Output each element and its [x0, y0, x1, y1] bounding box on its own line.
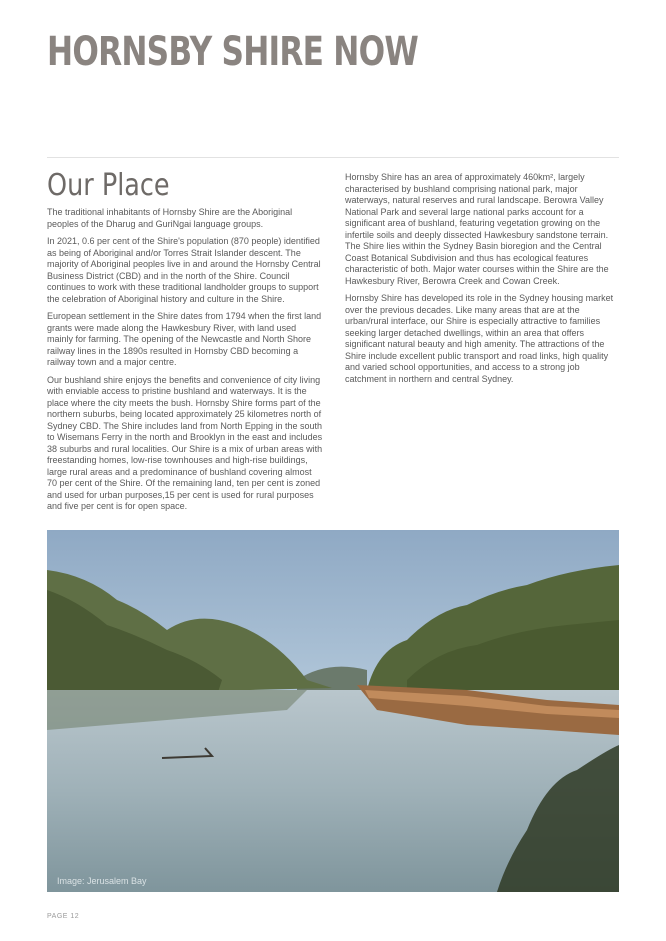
paragraph: European settlement in the Shire dates from 1794 when the first land grants were made along the Hawkesbury River, with land used mainly for farming. The opening of the Newcastle and North Shore railway lines in the 1890s resulted in Hornsby CBD becoming a railway town and a major centre. [47, 311, 322, 367]
page-header-title: HORNSBY SHIRE NOW [47, 29, 418, 75]
section-divider [47, 157, 619, 158]
paragraph: Hornsby Shire has an area of approximately 460km², largely characterised by bushland comprising national park, major waterways, natural reserves and rural landscape. Berowra Valley National Park and several large national parks account for a significant area of bushland, featuring vegetation growing on the infertile soils and deeply dissected Hawkesbury sandstone terrain. The Shire lies within the Sydney Basin bioregion and the Central Coast Botanical Subdivision and thus has ecological features characteristic of both. Major water courses within the Shire are the Hawkesbury River, Berowra Creek and Cowan Creek. [345, 172, 609, 286]
right-text-column [345, 172, 620, 391]
section-title: Our Place [47, 168, 170, 203]
paragraph: Hornsby Shire has developed its role in the Sydney housing market over the previous decades. Like many areas that are at the urban/rural interface, our Shire is especially attractive to families seeking larger detached dwellings, within an area that offers significant natural beauty and high amenity. The attractions of the Shire include excellent public transport and road links, high quality and varied school opportunities, and access to a strong job catchment in northern and central Sydney. [345, 293, 614, 384]
paragraph: In 2021, 0.6 per cent of the Shire's population (870 people) identified as being of Aboriginal and/or Torres Strait Islander descent. The majority of Aboriginal peoples live in and around the Hornsby Central Business District (CBD) and in the north of the Shire. Council continues to work with these traditional landholder groups to support the celebration of Aboriginal history and culture in the Shire. [47, 236, 321, 304]
page-number: PAGE 12 [47, 913, 80, 920]
paragraph: Our bushland shire enjoys the benefits and convenience of city living with enviable access to pristine bushland and waterways. It is the place where the city meets the bush. Hornsby Shire forms part of the northern suburbs, being located approximately 25 kilometres north of Sydney CBD. The Shire includes land from North Epping in the south to Wisemans Ferry in the north and Brooklyn in the east and includes 38 suburbs and rural localities. Our Shire is a mix of urban areas with freestanding homes, low-rise townhouses and high-rise buildings, large rural areas and a predominance of bushland covering almost 70 per cent of the Shire. Of the remaining land, ten per cent is zoned and used for urban purposes,15 per cent is used for rural purposes and five per cent is for open space. [47, 374, 323, 511]
left-text-column [47, 207, 324, 519]
photo-caption: Image: Jerusalem Bay [57, 876, 147, 886]
paragraph: The traditional inhabitants of Hornsby Shire are the Aboriginal peoples of the Dharug and GuriNgai language groups. [47, 207, 293, 229]
jerusalem-bay-photo [47, 530, 619, 892]
